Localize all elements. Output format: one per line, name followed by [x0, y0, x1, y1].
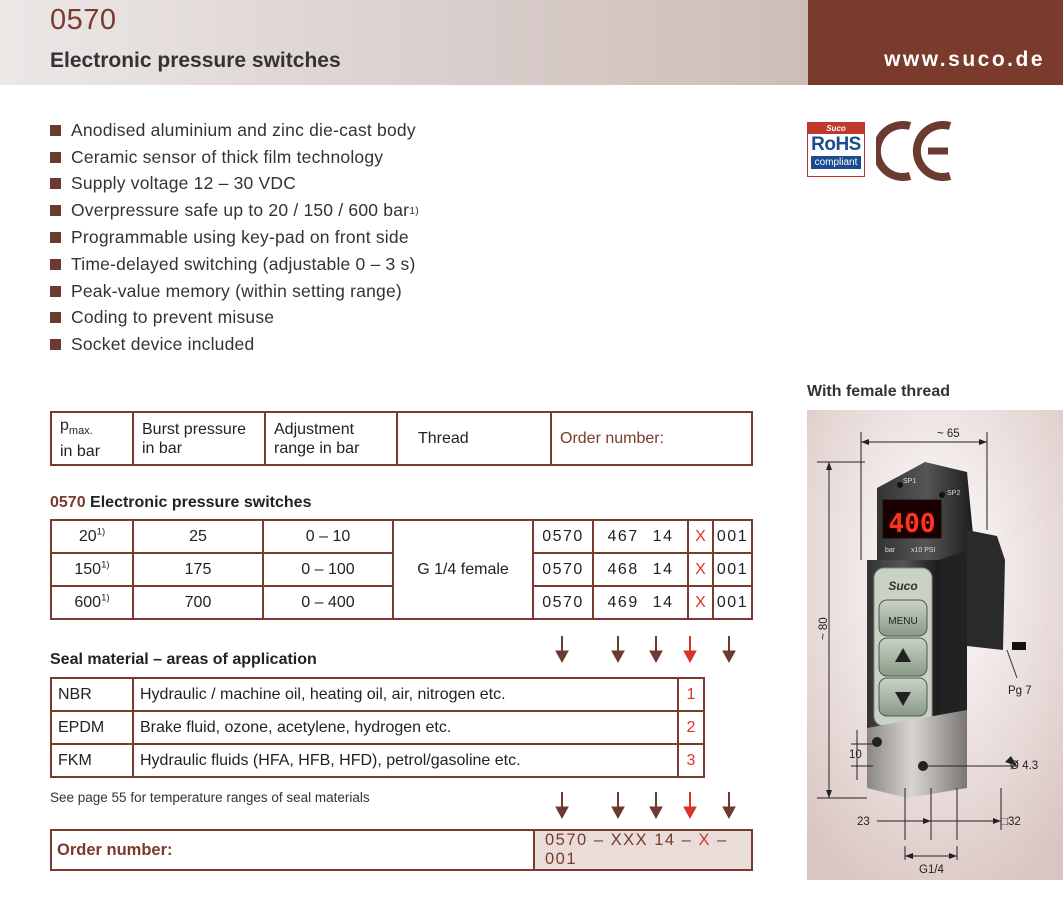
order-arrows — [540, 790, 760, 820]
square-bullet-icon — [50, 312, 61, 323]
sp2-led-icon — [939, 492, 945, 498]
thread-value: G 1/4 female — [393, 520, 533, 619]
table-row: NBR Hydraulic / machine oil, heating oil, air, nitrogen etc. 1 — [51, 678, 704, 711]
ce-mark-icon — [876, 120, 956, 182]
arrow-down-icon — [556, 636, 568, 662]
connector — [967, 530, 1005, 650]
column-order-number: Order number: — [551, 412, 752, 465]
section-title: 0570 Electronic pressure switches — [50, 494, 312, 511]
sp1-led-icon — [897, 482, 903, 488]
arrow-down-icon — [612, 792, 624, 818]
arrow-down-icon — [612, 636, 624, 662]
column-burst: Burst pressure in bar — [133, 412, 265, 465]
table-row: FKM Hydraulic fluids (HFA, HFB, HFD), petrol/gasoline etc. 3 — [51, 744, 704, 777]
table-row: EPDM Brake fluid, ozone, acetylene, hydrogen etc. 2 — [51, 711, 704, 744]
feature-item: Anodised aluminium and zinc die-cast body — [50, 117, 419, 144]
order-number-label: Order number: — [51, 830, 534, 870]
dim-height: ~ 80 — [818, 617, 830, 640]
feature-item: Socket device included — [50, 331, 419, 358]
mounting-hole-icon — [918, 761, 928, 771]
unit-label: bar — [885, 547, 896, 554]
dim-23: 23 — [857, 816, 870, 828]
feature-list — [50, 117, 419, 358]
dim-10: 10 — [849, 749, 862, 761]
arrow-down-icon — [723, 636, 735, 662]
square-bullet-icon — [50, 286, 61, 297]
brand-label: Suco — [888, 579, 918, 593]
arrow-down-icon — [723, 792, 735, 818]
order-number-code: 0570 – XXX 14 – X – 001 — [534, 830, 752, 870]
feature-item: Supply voltage 12 – 30 VDC — [50, 171, 419, 198]
unit-label-psi: x10 PSI — [911, 547, 936, 554]
table-header — [50, 411, 753, 466]
mounting-hole-icon — [872, 737, 882, 747]
arrow-down-icon — [684, 792, 696, 818]
feature-item: Ceramic sensor of thick film technology — [50, 144, 419, 171]
menu-button-label: MENU — [888, 616, 918, 627]
page-title: Electronic pressure switches — [50, 49, 341, 72]
square-bullet-icon — [50, 339, 61, 350]
arrow-down-icon — [650, 792, 662, 818]
square-bullet-icon — [50, 125, 61, 136]
column-thread: Thread — [397, 412, 551, 465]
pg7-gland — [1012, 642, 1026, 650]
square-bullet-icon — [50, 232, 61, 243]
square-bullet-icon — [50, 178, 61, 189]
image-title: With female thread — [807, 383, 950, 400]
rohs-text: RoHS — [811, 134, 861, 155]
order-number-row — [50, 829, 753, 871]
feature-item: Peak-value memory (within setting range) — [50, 278, 419, 305]
seal-table — [50, 677, 705, 778]
seal-title: Seal material – areas of application — [50, 651, 317, 668]
dim-pg7: Pg 7 — [1008, 685, 1032, 697]
display-value: 400 — [888, 509, 936, 539]
product-table — [50, 519, 753, 620]
square-bullet-icon — [50, 205, 61, 216]
square-bullet-icon — [50, 152, 61, 163]
header-brand-panel — [808, 0, 1063, 85]
sp1-label: SP1 — [903, 478, 917, 485]
column-adjustment: Adjustment range in bar — [265, 412, 397, 465]
seal-footnote: See page 55 for temperature ranges of seal materials — [50, 790, 370, 805]
dim-thread: G1/4 — [919, 864, 944, 876]
feature-item: Programmable using key-pad on front side — [50, 224, 419, 251]
feature-item: Overpressure safe up to 20 / 150 / 600 bar 1) — [50, 197, 419, 224]
dim-32: □32 — [1001, 816, 1021, 828]
website-link[interactable]: www.suco.de — [884, 48, 1045, 71]
order-arrows — [540, 634, 760, 664]
table-row: 600$^{1)}$ 700 0 – 400 0570 469 14 X 001 — [51, 586, 752, 619]
dim-width: ~ 65 — [937, 428, 960, 440]
dim-hole: Ø 4.3 — [1010, 760, 1039, 772]
rohs-compliant: compliant — [811, 156, 861, 169]
rohs-logo — [807, 122, 865, 177]
column-pmax: $p_{max.}$ in bar — [51, 412, 133, 465]
square-bullet-icon — [50, 259, 61, 270]
rohs-brand: Suco — [808, 123, 864, 134]
feature-item: Coding to prevent misuse — [50, 305, 419, 332]
arrow-down-icon — [556, 792, 568, 818]
table-row: 20$^{1)}$ 25 0 – 10 G 1/4 female 0570 467 14 X 001 — [51, 520, 752, 553]
arrow-down-icon — [650, 636, 662, 662]
feature-item: Time-delayed switching (adjustable 0 – 3 s) — [50, 251, 419, 278]
sp2-label: SP2 — [947, 490, 961, 497]
arrow-down-icon — [684, 636, 696, 662]
sensor-body-side — [939, 550, 967, 730]
series-code: 0570 — [50, 4, 117, 36]
table-row: 150$^{1)}$ 175 0 – 100 0570 468 14 X 001 — [51, 553, 752, 586]
product-drawing — [807, 410, 1063, 880]
